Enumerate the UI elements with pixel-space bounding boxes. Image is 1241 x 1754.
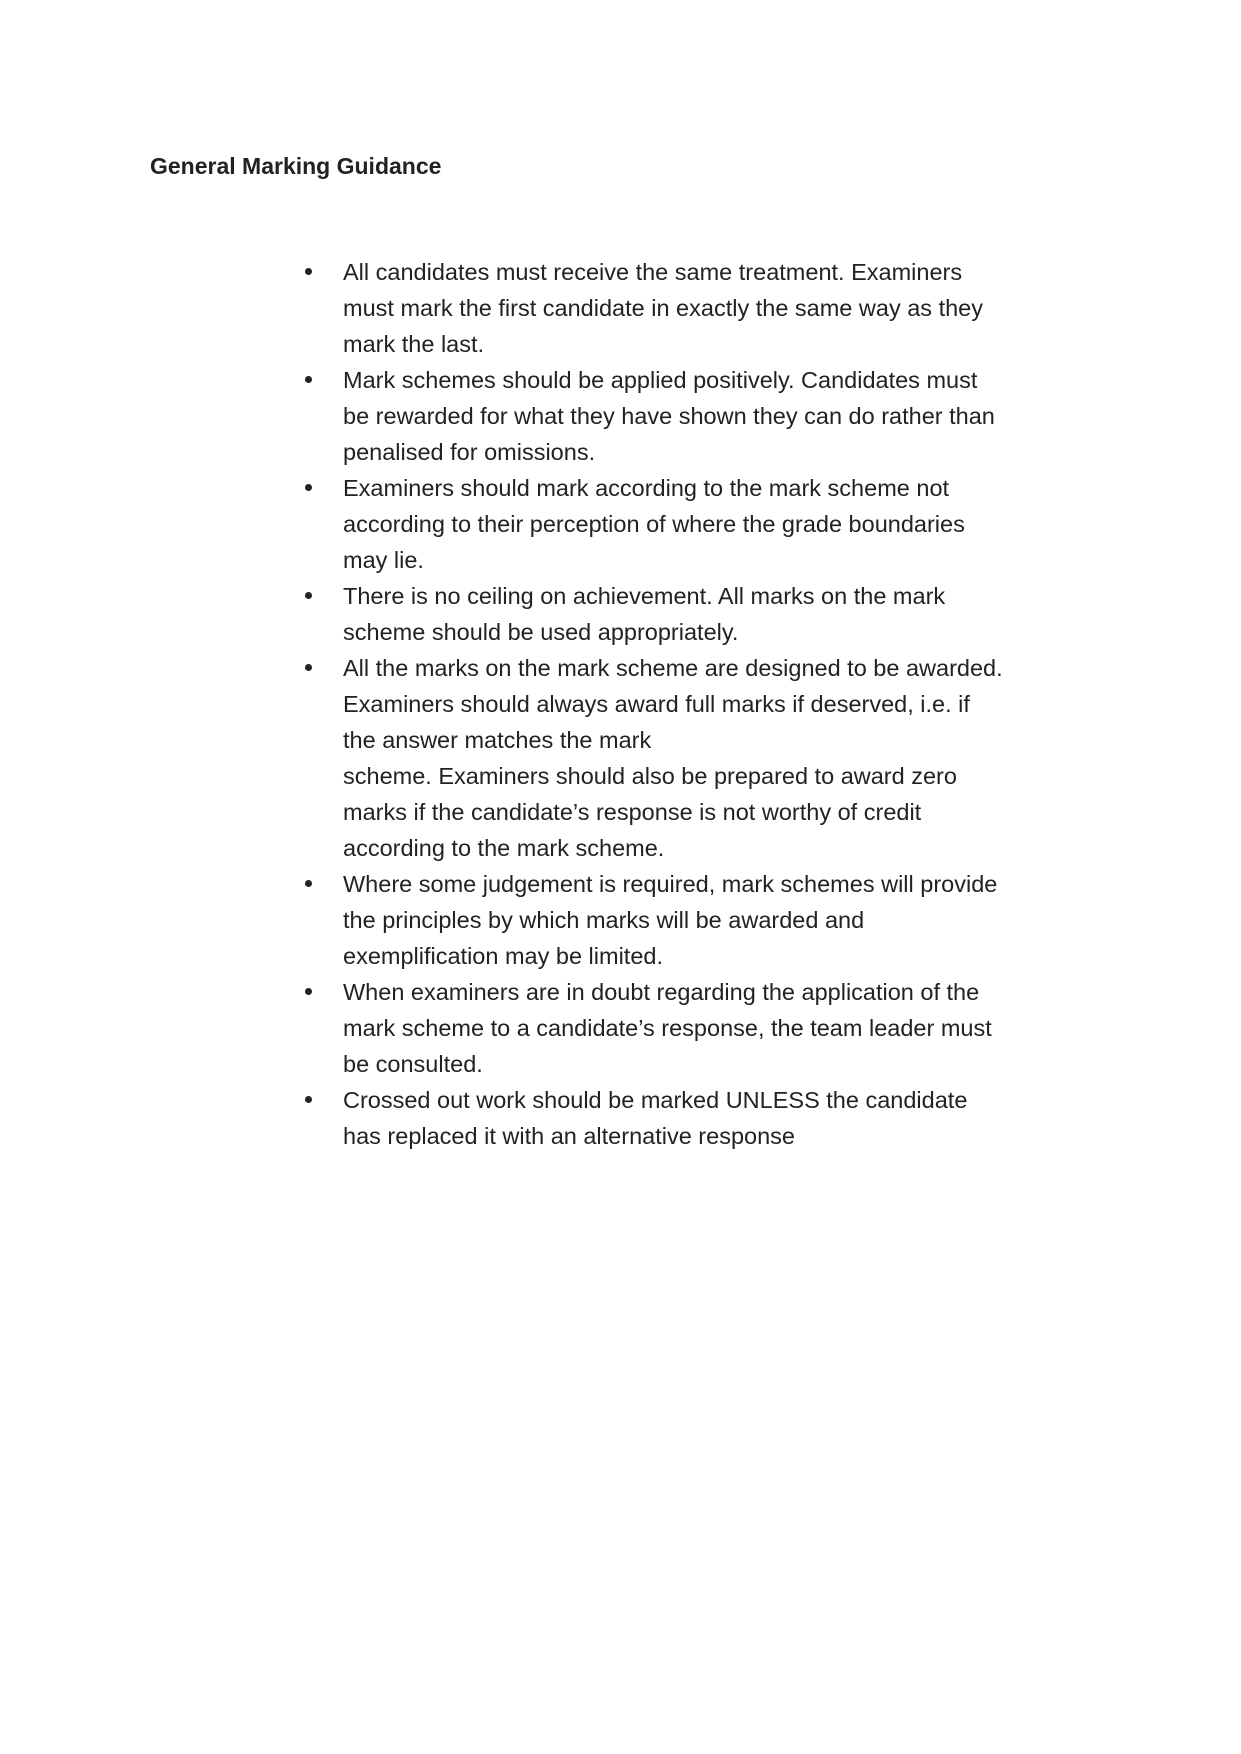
list-item (305, 974, 1005, 1082)
list-item-text: Examiners should mark according to the mark scheme not according to their perception of where the grade boundaries may lie. (343, 475, 965, 573)
bullet-icon (305, 880, 312, 887)
list-item-text: When examiners are in doubt regarding the application of the mark scheme to a candidate’s response, the team leader must be consulted. (343, 979, 992, 1077)
page-title: General Marking Guidance (150, 153, 442, 179)
list-item (305, 362, 1005, 470)
bullet-icon (305, 1096, 312, 1103)
list-item (305, 650, 1005, 866)
bullet-icon (305, 484, 312, 491)
list-item-text: All candidates must receive the same treatment. Examiners must mark the first candidate in exactly the same way as they mark the last. (343, 259, 983, 357)
bullet-icon (305, 988, 312, 995)
list-item (305, 866, 1005, 974)
guidance-list (305, 254, 1005, 1154)
list-item-text: Where some judgement is required, mark schemes will provide the principles by which marks will be awarded and exemplification may be limited. (343, 871, 998, 969)
bullet-icon (305, 592, 312, 599)
bullet-icon (305, 664, 312, 671)
list-item-text: There is no ceiling on achievement. All marks on the mark scheme should be used appropriately. (343, 583, 946, 645)
list-item (305, 578, 1005, 650)
list-item-text: All the marks on the mark scheme are designed to be awarded. Examiners should always award full marks if deserved, i.e. if the answer matches the mark scheme. Examiners should also be prepared to award zero marks if the candidate’s response is not worthy of credit according to the mark scheme. (343, 655, 1003, 861)
list-item (305, 254, 1005, 362)
list-item (305, 1082, 1005, 1154)
list-item-text: Crossed out work should be marked UNLESS the candidate has replaced it with an alternative response (343, 1087, 968, 1149)
list-item (305, 470, 1005, 578)
bullet-icon (305, 268, 312, 275)
bullet-icon (305, 376, 312, 383)
list-item-text: Mark schemes should be applied positively. Candidates must be rewarded for what they have shown they can do rather than penalised for omissions. (343, 367, 995, 465)
